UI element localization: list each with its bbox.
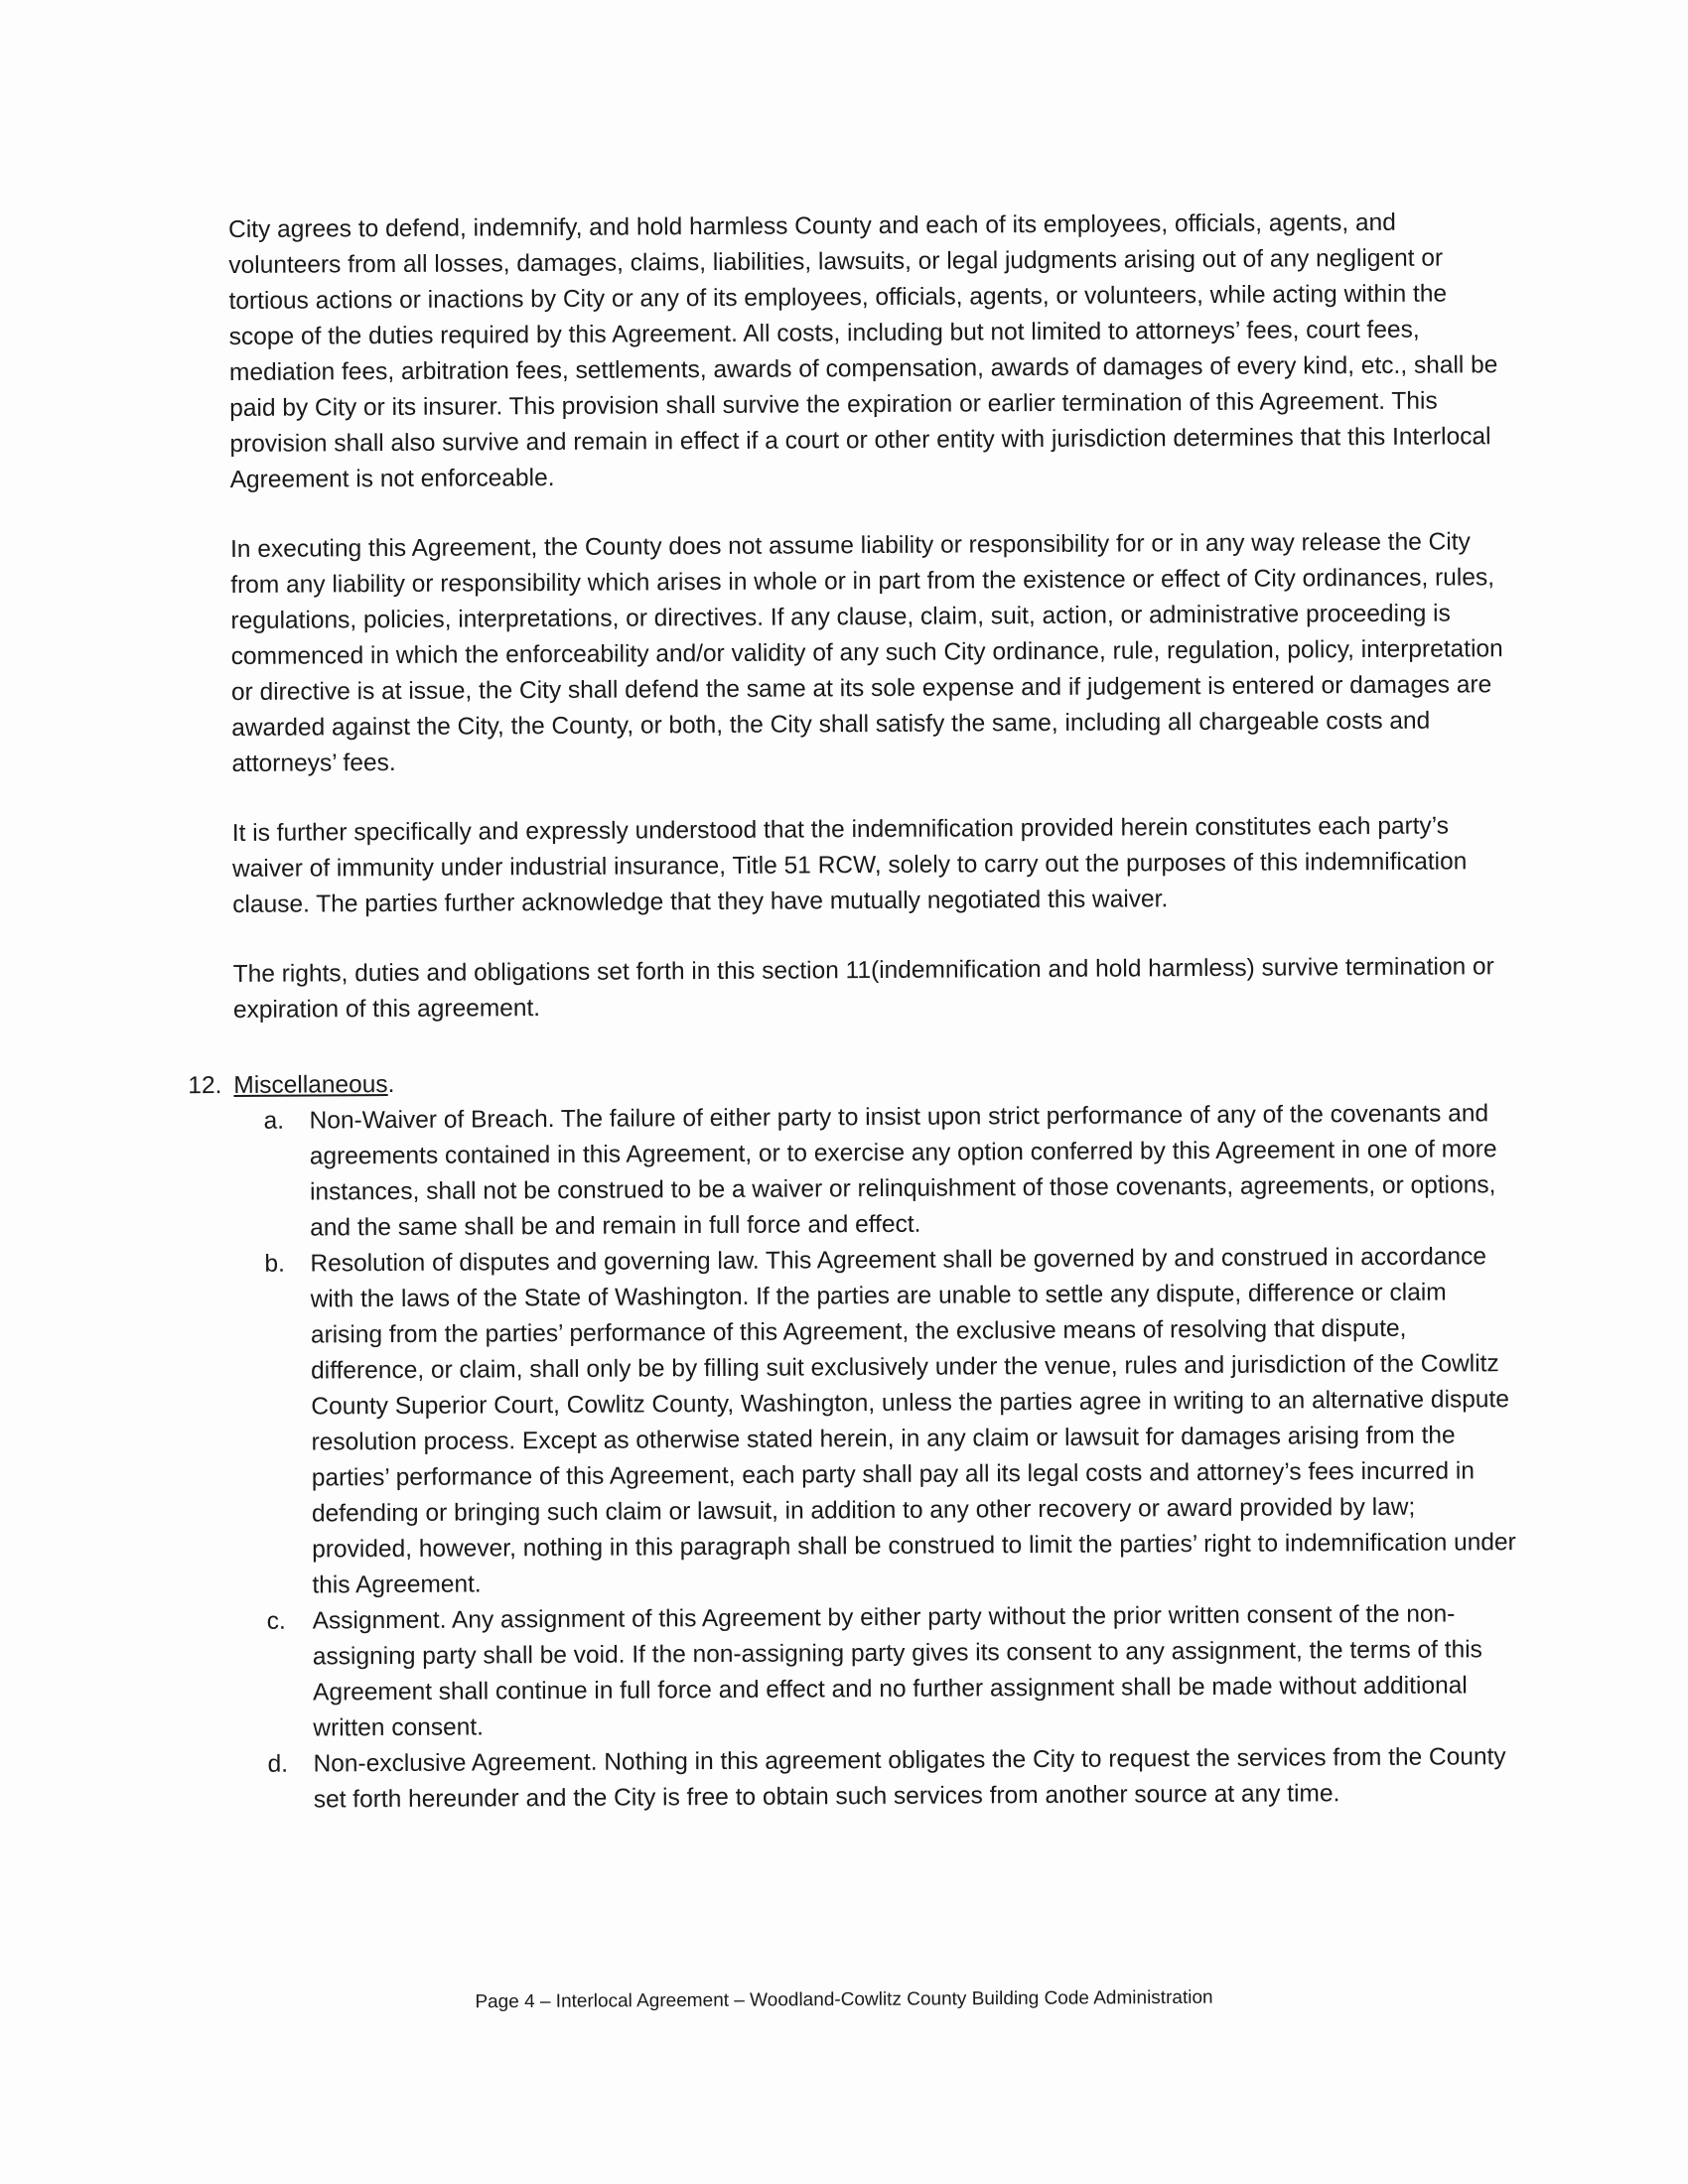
- page-footer: Page 4 – Interlocal Agreement – Woodland-Cowlitz County Building Code Administration: [475, 1986, 1213, 2013]
- section-miscellaneous: [188, 1060, 1519, 1819]
- list-item-letter: a.: [263, 1107, 285, 1135]
- document-body: [188, 205, 1519, 1819]
- list-item-text: Assignment. Any assignment of this Agreement by either party without the prior written consent of the non-assigning party shall be void. If the non-assigning party gives its consent to any assignment, the terms of this Agreement shall continue in full force and effect and no further assignment shall be made without additional written consent.: [312, 1600, 1482, 1742]
- paragraph-waiver: It is further specifically and expressly understood that the indemnification provided herein constitutes each party’s waiver of immunity under industrial insurance, Title 51 RCW, solely to carry out the purposes of this indemnification clause. The parties further acknowledge that they have mutually negotiated this waiver.: [231, 812, 1468, 918]
- section-title-suffix: .: [387, 1070, 395, 1099]
- section-title: Miscellaneous: [233, 1071, 388, 1099]
- section-number: 12.: [188, 1072, 222, 1100]
- paragraph-liability: In executing this Agreement, the County does not assume liability or responsibility for or in any way release the City from any liability or responsibility which arises in whole or in part from the existence or effect of City ordinances, rules, regulations, policies, interpretations, or directives. If any clause, claim, suit, action, or administrative proceeding is commenced in which the enforceability and/or validity of any such City ordinance, rule, regulation, policy, interpretation or directive is at issue, the City shall defend the same at its sole expense and if judgement is entered or damages are awarded against the City, the County, or both, the City shall satisfy the same, including all chargeable costs and attorneys’ fees.: [229, 528, 1503, 777]
- list-item-assignment: [237, 1596, 1519, 1747]
- list-item-letter: c.: [266, 1607, 286, 1635]
- paragraph-indemnify: City agrees to defend, indemnify, and hold harmless County and each of its employees, officials, agents, and volunteers from all losses, damages, claims, liabilities, lawsuits, or legal judgments arising out of any negligent or tortious actions or inactions by City or any of its employees, officials, agents, or volunteers, while acting within the scope of the duties required by this Agreement. All costs, including but not limited to attorneys’ fees, court fees, mediation fees, arbitration fees, settlements, awards of compensation, awards of damages of every kind, etc., shall be paid by City or its insurer. This provision shall survive the expiration or earlier termination of this Agreement. This provision shall also survive and remain in effect if a court or other entity with jurisdiction determines that this Interlocal Agreement is not enforceable.: [228, 208, 1498, 493]
- list-item-text: Non-exclusive Agreement. Nothing in this agreement obligates the City to request the services from the County set forth hereunder and the City is free to obtain such services from another source at any time.: [313, 1743, 1506, 1814]
- list-item-text: Non-Waiver of Breach. The failure of either party to insist upon strict performance of any of the covenants and agreements contained in this Agreement, or to exercise any option conferred by this Agreement in one of more instances, shall not be construed to be a waiver or relinquishment of those covenants, agreements, or options, and the same shall be and remain in full force and effect.: [309, 1100, 1497, 1242]
- list-item-non-exclusive: [237, 1739, 1518, 1819]
- list-item-non-waiver: [233, 1096, 1515, 1247]
- list-item-disputes: [234, 1239, 1517, 1604]
- list-item-text: Resolution of disputes and governing law. This Agreement shall be governed by and construed in accordance with the laws of the State of Washington. If the parties are unable to settle any dispute, difference or claim arising from the parties’ performance of this Agreement, the exclusive means of resolving that dispute, difference, or claim, shall only be by filling suit exclusively under the venue, rules and jurisdiction of the Cowlitz County Superior Court, Cowlitz County, Washington, unless the parties agree in writing to an alternative dispute resolution process. Except as otherwise stated herein, in any claim or lawsuit for damages arising from the parties’ performance of this Agreement, each party shall pay all its legal costs and attorney’s fees incurred in defending or bringing such claim or lawsuit, in addition to any other recovery or award provided by law; provided, however, nothing in this paragraph shall be construed to limit the parties’ right to indemnification under this Agreement.: [310, 1243, 1516, 1599]
- list-item-letter: b.: [264, 1250, 285, 1278]
- list-item-letter: d.: [267, 1750, 289, 1778]
- paragraph-survival: The rights, duties and obligations set forth in this section 11(indemnification and hold harmless) survive termination or expiration of this agreement.: [232, 953, 1494, 1024]
